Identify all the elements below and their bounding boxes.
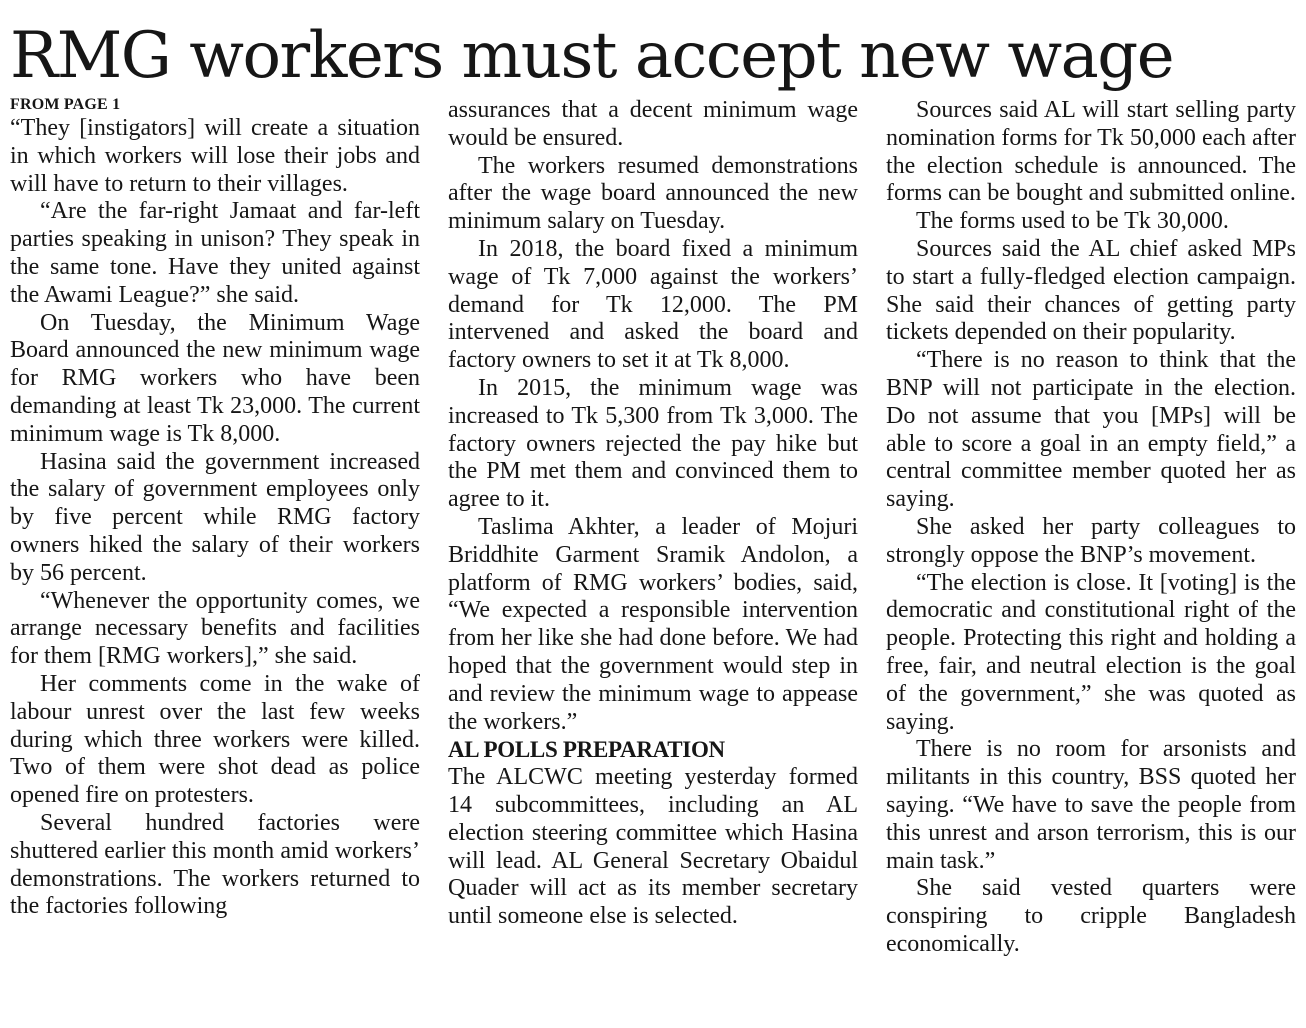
headline: RMG workers must accept new wage xyxy=(10,19,1174,93)
paragraph: Several hundred factories were shuttered earlier this month amid workers’ demonstrations. The workers returned to the factories following xyxy=(10,809,420,920)
paragraph: “They [instigators] will create a situation in which workers will lose their jobs and will have to return to their villages. xyxy=(10,115,420,197)
paragraph: Taslima Akhter, a leader of Mojuri Briddhite Garment Sramik Andolon, a platform of RMG workers’ bodies, said, “We expected a responsible intervention from her like she had done before. We had hoped that the government would step in and review the minimum wage to appease the workers.” xyxy=(448,513,858,735)
paragraph: The workers resumed demonstrations after the wage board announced the new minimum salary on Tuesday. xyxy=(448,152,858,235)
continuation-kicker: FROM PAGE 1 xyxy=(10,96,121,113)
paragraph: There is no room for arsonists and militants in this country, BSS quoted her saying. “We have to save the people from this unrest and arson terrorism, this is our main task.” xyxy=(886,736,1296,874)
paragraph: In 2015, the minimum wage was increased to Tk 5,300 from Tk 3,000. The factory owners rejected the pay hike but the PM met them and convinced them to agree to it. xyxy=(448,374,858,513)
paragraph: On Tuesday, the Minimum Wage Board announced the new minimum wage for RMG workers who have been demanding at least Tk 23,000. The current minimum wage is Tk 8,000. xyxy=(10,309,420,447)
paragraph: She said vested quarters were conspiring to cripple Bangladesh economically. xyxy=(886,875,1296,957)
paragraph: The ALCWC meeting yesterday formed 14 subcommittees, including an AL election steering committee which Hasina will lead. AL General Secretary Obaidul Quader will act as its member secretary until someone else is selected. xyxy=(448,764,858,930)
paragraph: “The election is close. It [voting] is the democratic and constitutional right of the people. Protecting this right and holding a free, fair, and neutral election is the goal of the government,” she was quoted as saying. xyxy=(886,569,1296,735)
paragraph: The forms used to be Tk 30,000. xyxy=(916,208,1229,235)
paragraph: Hasina said the government increased the salary of government employees only by five percent while RMG factory owners hiked the salary of their workers by 56 percent. xyxy=(10,448,420,586)
paragraph: Her comments come in the wake of labour unrest over the last few weeks during which three workers were killed. Two of them were shot dead as police opened fire on protesters. xyxy=(10,670,420,809)
paragraph: “There is no reason to think that the BNP will not participate in the election. Do not assume that you [MPs] will be able to score a goal in an empty field,” a central committee member quoted her as saying. xyxy=(886,347,1296,513)
paragraph: In 2018, the board fixed a minimum wage of Tk 7,000 against the workers’ demand for Tk 12,000. The PM intervened and asked the board and factory owners to set it at Tk 8,000. xyxy=(448,235,858,374)
section-subhead: AL POLLS PREPARATION xyxy=(448,737,725,763)
paragraph: “Are the far-right Jamaat and far-left parties speaking in unison? They speak in the same tone. Have they united against the Awami League?” she said. xyxy=(10,198,420,308)
paragraph: Sources said AL will start selling party nomination forms for Tk 50,000 each after the election schedule is announced. The forms can be bought and submitted online. xyxy=(886,97,1296,207)
paragraph: Sources said the AL chief asked MPs to start a fully-fledged election campaign. She said their chances of getting party tickets depended on their popularity. xyxy=(886,235,1296,346)
article-column-3 xyxy=(886,97,1296,959)
paragraph: “Whenever the opportunity comes, we arrange necessary benefits and facilities for them [RMG workers],” she said. xyxy=(10,587,420,670)
paragraph: assurances that a decent minimum wage would be ensured. xyxy=(448,97,858,151)
article-column-1 xyxy=(10,97,420,921)
paragraph: She asked her party colleagues to strongly oppose the BNP’s movement. xyxy=(886,513,1296,568)
article-column-2 xyxy=(448,97,858,931)
